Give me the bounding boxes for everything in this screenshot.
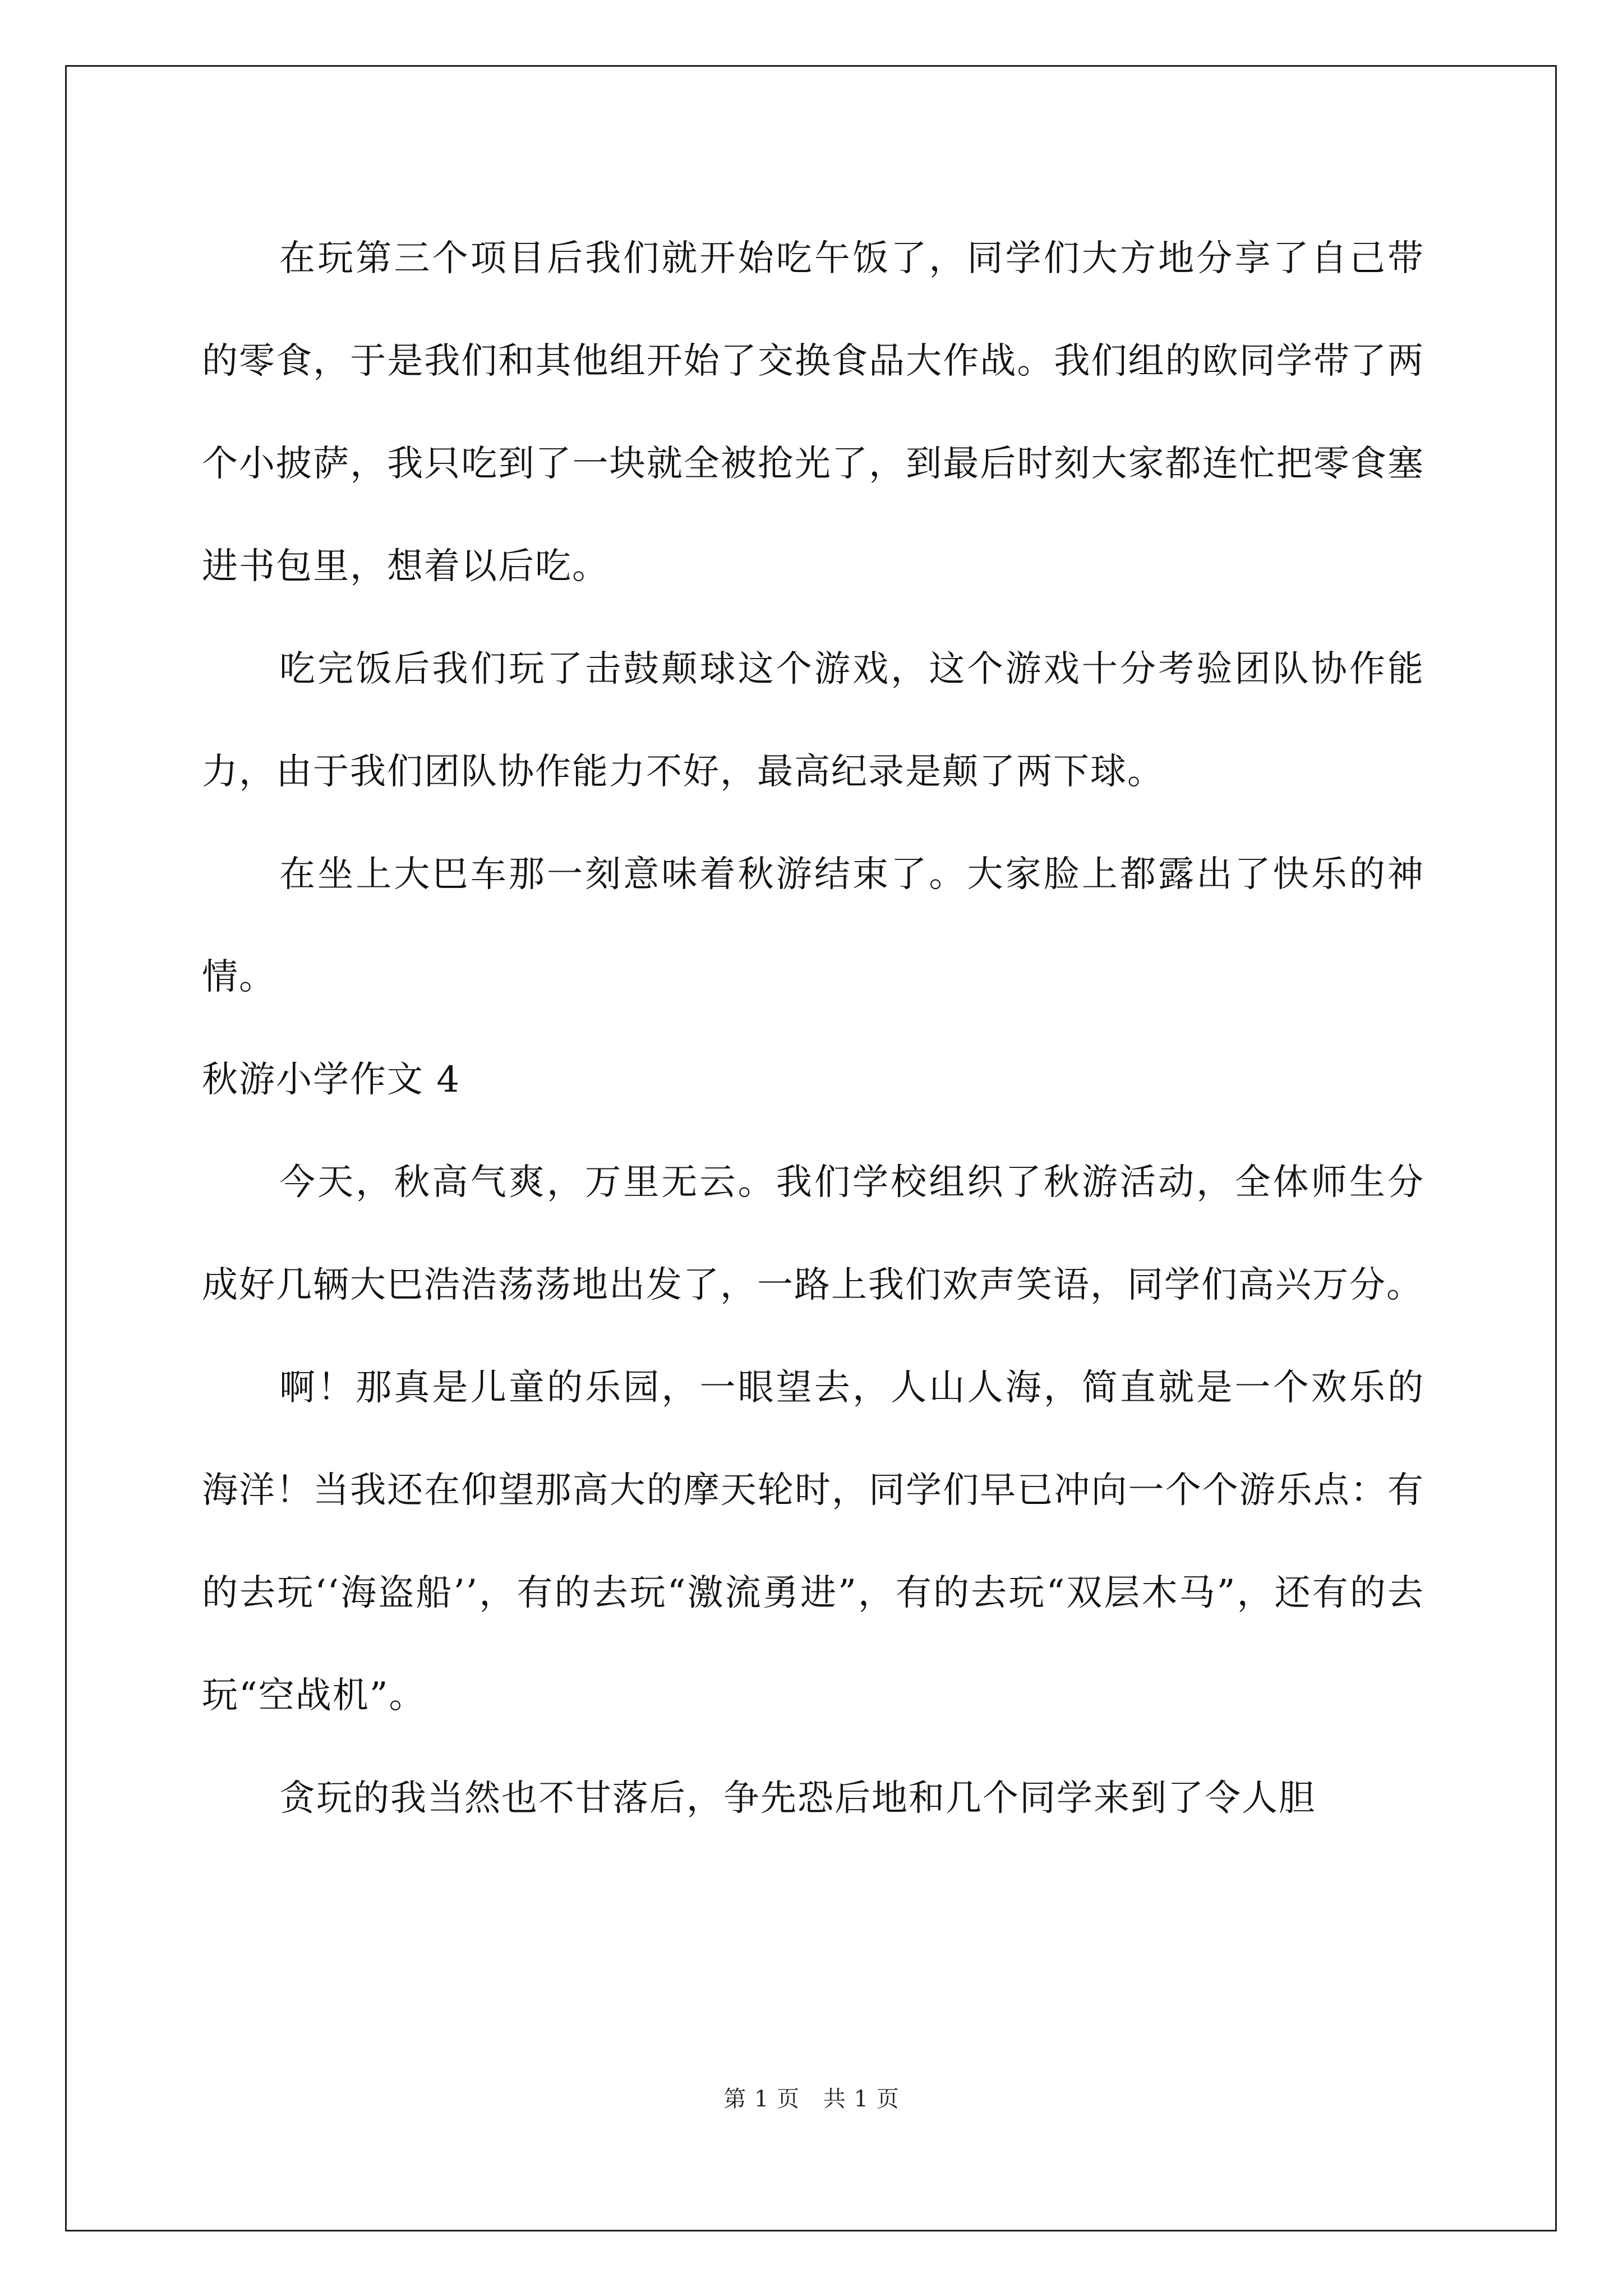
paragraph-bus: 在坐上大巴车那一刻意味着秋游结束了。大家脸上都露出了快乐的神情。: [202, 854, 1424, 998]
paragraph-lunch: 在玩第三个项目后我们就开始吃午饭了，同学们大方地分享了自己带的零食，于是我们和其他组开始了交换食品大作战。我们组的欧同学带了两个小披萨，我只吃到了一块就全被抢光了，到最后时刻大家都连忙把零食塞进书包里，想着以后吃。: [202, 238, 1424, 587]
document-body: [202, 208, 1424, 1850]
page-total: 共 1 页: [823, 2086, 900, 2112]
paragraph-game: 吃完饭后我们玩了击鼓颠球这个游戏，这个游戏十分考验团队协作能力，由于我们团队协作能力不好，最高纪录是颠了两下球。: [202, 648, 1424, 793]
paragraph-today: 今天，秋高气爽，万里无云。我们学校组织了秋游活动，全体师生分成好几辆大巴浩浩荡荡地出发了，一路上我们欢声笑语，同学们高兴万分。: [202, 1162, 1424, 1306]
page-footer: [0, 2081, 1623, 2113]
paragraph-park: 啊！那真是儿童的乐园，一眼望去，人山人海，简直就是一个欢乐的海洋！当我还在仰望那高大的摩天轮时，同学们早已冲向一个个游乐点：有的去玩‘‘海盗船’’，有的去玩“激流勇进”，有的去玩“双层木马”，还有的去玩“空战机”。: [202, 1367, 1424, 1717]
essay-heading: 秋游小学作文 4: [202, 1059, 461, 1101]
paragraph-playful: 贪玩的我当然也不甘落后，争先恐后地和几个同学来到了令人胆: [279, 1778, 1316, 1819]
page-number: 第 1 页: [723, 2086, 800, 2112]
